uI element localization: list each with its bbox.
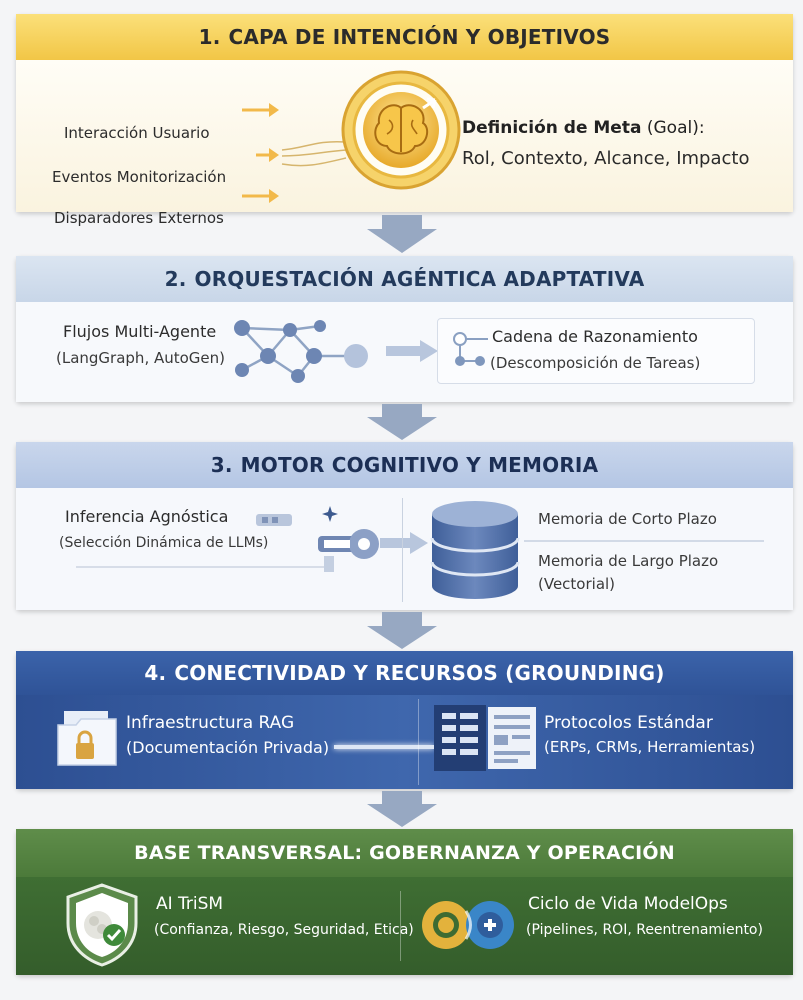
layer-number: 1.	[198, 25, 221, 49]
short-term-memory: Memoria de Corto Plazo	[538, 510, 717, 528]
multi-agent-title: Flujos Multi-Agente	[63, 322, 217, 341]
protocols-sub: (ERPs, CRMs, Herramientas)	[544, 738, 756, 756]
layer-title: CAPA DE INTENCIÓN Y OBJETIVOS	[228, 25, 611, 49]
brain-icon	[339, 68, 463, 192]
input-label-external: Disparadores Externos	[54, 209, 224, 227]
connector-line	[334, 745, 434, 749]
inference-sub: (Selección Dinámica de LLMs)	[59, 535, 269, 551]
layer-title: MOTOR COGNITIVO Y MEMORIA	[240, 453, 599, 477]
layer-number: 4.	[144, 661, 167, 685]
layer-connectivity-panel	[16, 651, 793, 789]
protocols-title: Protocolos Estándar	[544, 713, 713, 733]
inference-title: Inferencia Agnóstica	[65, 507, 229, 526]
layer-intention-body	[16, 60, 793, 227]
goal-detail: Rol, Contexto, Alcance, Impacto	[462, 148, 750, 169]
protocol-grid-icon	[434, 705, 538, 771]
flow-arrow-1	[367, 215, 437, 253]
base-title: BASE TRANSVERSAL: GOBERNANZA Y OPERACIÓN	[134, 842, 675, 864]
input-label-user: Interacción Usuario	[64, 124, 210, 142]
layer-cognitive-header	[16, 442, 793, 488]
modelops-sub: (Pipelines, ROI, Reentrenamiento)	[526, 922, 763, 938]
modelops-cycle-icon	[416, 893, 520, 957]
base-governance-panel	[16, 829, 793, 975]
section-divider	[418, 699, 419, 785]
trism-title: AI TriSM	[156, 894, 224, 914]
network-icon	[228, 312, 378, 388]
section-divider	[400, 891, 401, 961]
layer-orchestration-panel	[16, 256, 793, 402]
model-switch-icon	[252, 500, 378, 578]
reasoning-sub: (Descomposición de Tareas)	[490, 354, 701, 372]
flow-arrow-4	[367, 791, 437, 827]
flow-arrow-3	[367, 612, 437, 649]
layer-number: 2.	[164, 267, 187, 291]
layer-connectivity-body	[16, 695, 793, 789]
database-icon	[428, 498, 522, 602]
base-governance-body	[16, 877, 793, 975]
flow-arrow-2	[367, 404, 437, 440]
multi-agent-sub: (LangGraph, AutoGen)	[56, 349, 226, 367]
chain-icon	[448, 325, 490, 375]
layer-connectivity-header	[16, 651, 793, 695]
long-term-memory-sub: (Vectorial)	[538, 575, 616, 593]
arrow-right-icon	[386, 340, 440, 362]
layer-title: CONECTIVIDAD Y RECURSOS (GROUNDING)	[174, 661, 665, 685]
layer-cognitive-body	[16, 488, 793, 610]
rag-title: Infraestructura RAG	[126, 713, 295, 733]
arrow-right-icon	[380, 532, 430, 554]
long-term-memory: Memoria de Largo Plazo	[538, 552, 719, 570]
goal-heading	[462, 118, 705, 138]
reasoning-title: Cadena de Razonamiento	[492, 327, 698, 346]
modelops-title: Ciclo de Vida ModelOps	[528, 894, 728, 914]
layer-title: ORQUESTACIÓN AGÉNTICA ADAPTATIVA	[194, 267, 645, 291]
layer-number: 3.	[210, 453, 233, 477]
memory-divider	[524, 540, 764, 542]
reasoning-chain-box	[437, 318, 755, 384]
layer-intention-header	[16, 14, 793, 60]
layer-intention-panel	[16, 14, 793, 227]
folder-lock-icon	[56, 707, 120, 773]
goal-suffix: (Goal):	[646, 118, 705, 138]
rag-sub: (Documentación Privada)	[126, 738, 330, 757]
layer-orchestration-header	[16, 256, 793, 302]
layer-cognitive-panel	[16, 442, 793, 610]
goal-title: Definición de Meta	[462, 118, 642, 138]
layer-orchestration-body	[16, 302, 793, 402]
shield-check-icon	[64, 883, 140, 967]
trism-sub: (Confianza, Riesgo, Seguridad, Etica)	[154, 922, 414, 938]
input-label-monitoring: Eventos Monitorización	[52, 168, 227, 186]
section-divider	[402, 498, 403, 602]
base-governance-header	[16, 829, 793, 877]
